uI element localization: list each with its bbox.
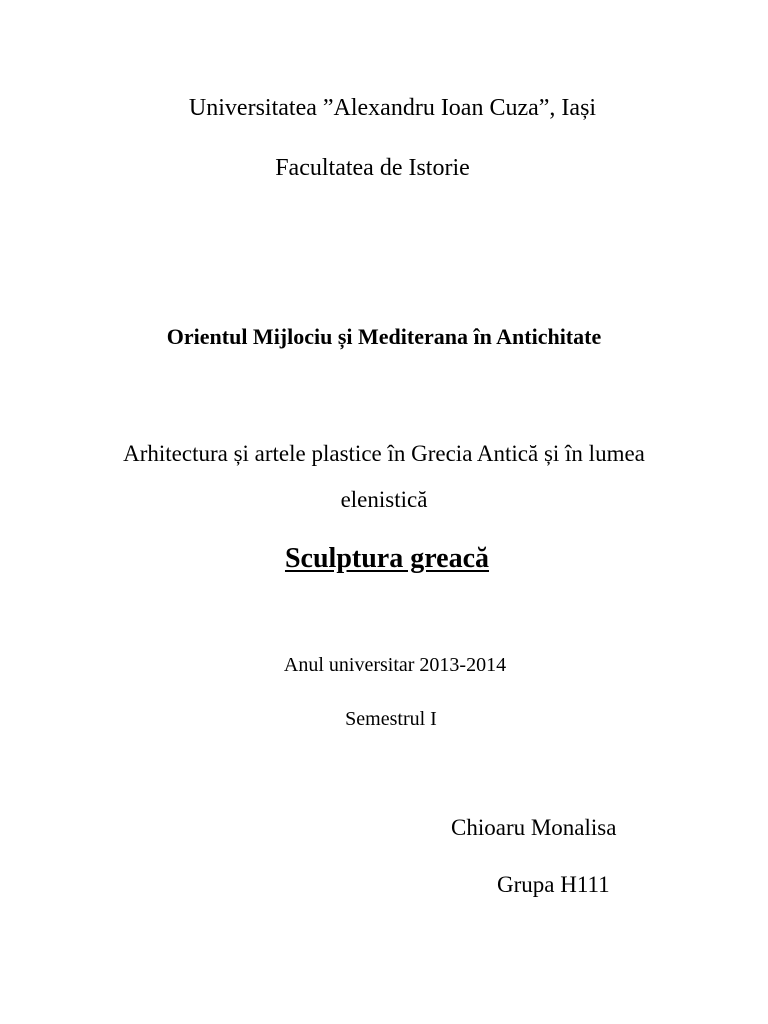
document-title: Sculptura greacă bbox=[284, 543, 490, 574]
faculty-name: Facultatea de Istorie bbox=[275, 155, 470, 181]
subject-line-1: Arhitectura și artele plastice în Grecia Antică și în lumea bbox=[123, 441, 645, 466]
subject-line-2: elenistică bbox=[340, 487, 428, 512]
student-group: Grupa H111 bbox=[497, 872, 610, 897]
course-name: Orientul Mijlociu și Mediterana în Antichitate bbox=[166, 324, 602, 349]
university-name: Universitatea ”Alexandru Ioan Cuza”, Iași bbox=[188, 95, 597, 121]
semester: Semestrul I bbox=[345, 708, 437, 730]
author-name: Chioaru Monalisa bbox=[451, 815, 617, 840]
academic-year: Anul universitar 2013-2014 bbox=[283, 654, 507, 676]
